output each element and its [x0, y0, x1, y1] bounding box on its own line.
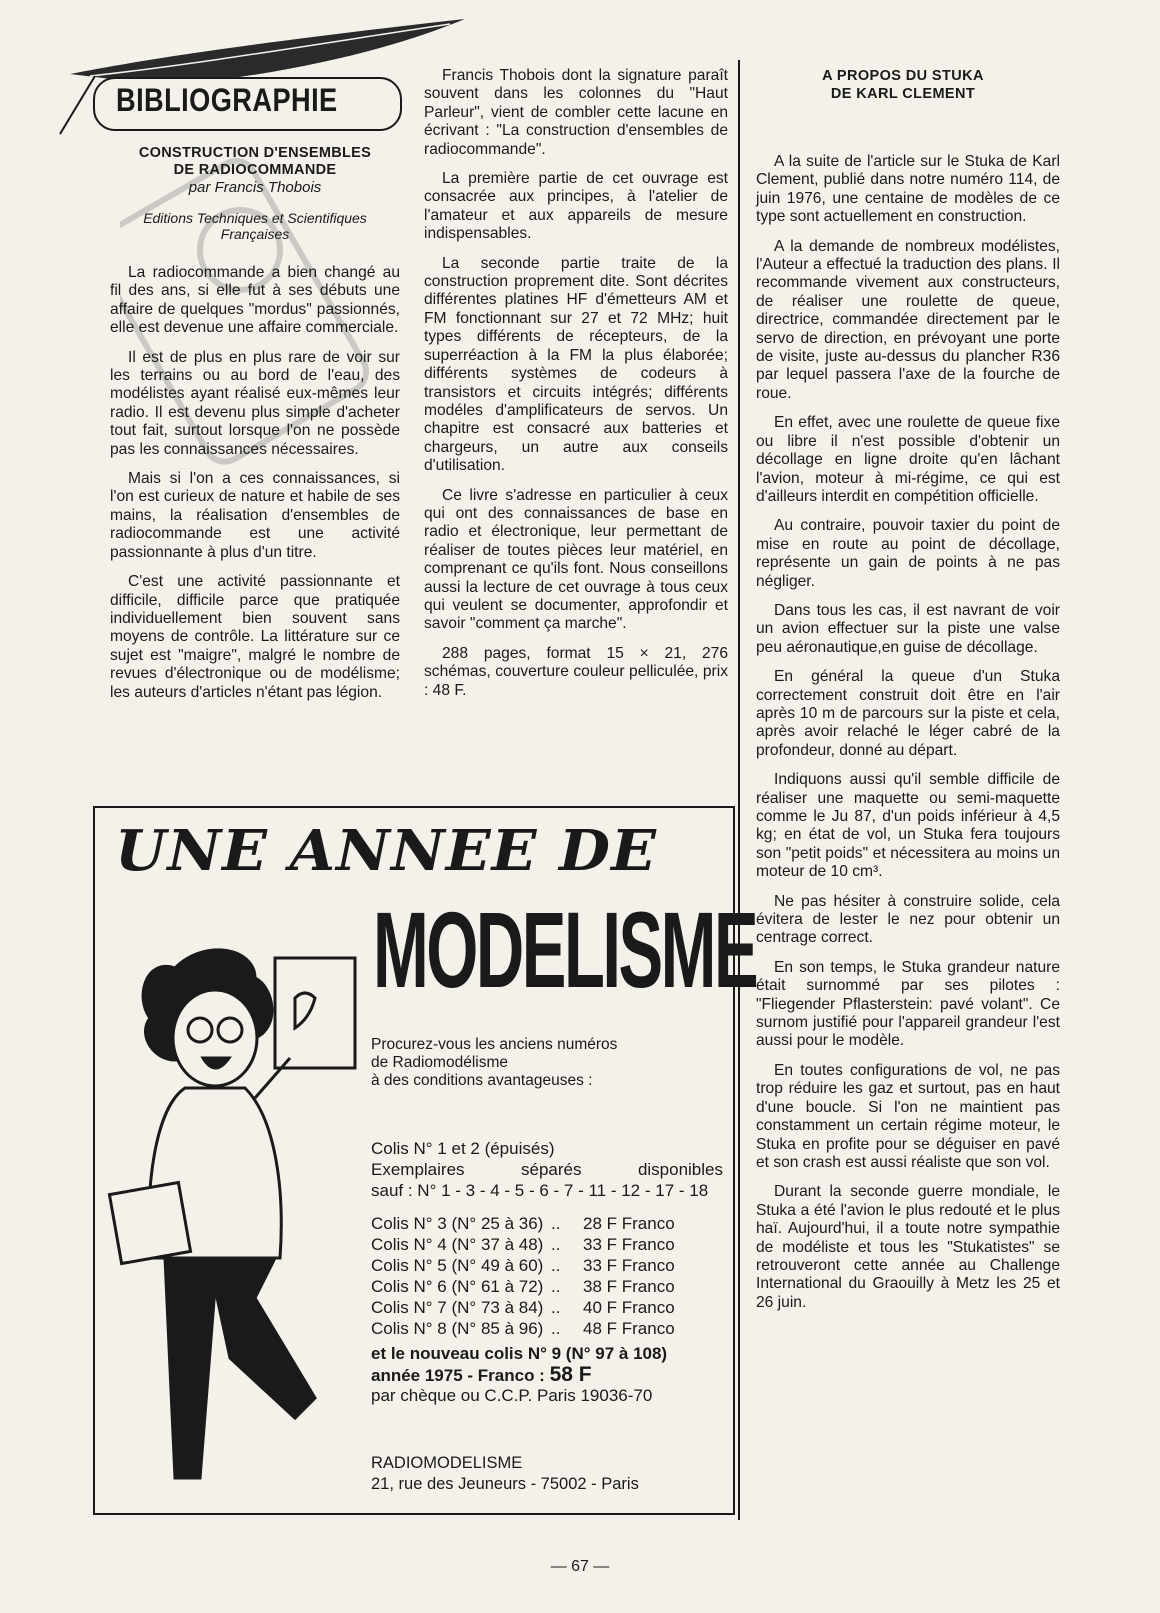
ad-headline: UNE ANNEE DE [115, 818, 657, 884]
colis-dots: .. [551, 1319, 561, 1338]
column-2 [424, 67, 728, 711]
colis-price: 33 F Franco [583, 1235, 675, 1254]
colis-name: Colis N° 8 (N° 85 à 96) [371, 1319, 544, 1338]
ad-offers [371, 1138, 723, 1339]
advertisement-box [93, 806, 757, 1515]
paragraph: Mais si l'on a ces connaissances, si l'on est curieux de nature et habile de ses mains, la réalisation d'ensembles de radiocommande est une activité passionnante à plus d'un titre. [110, 470, 400, 561]
colis-name: Colis N° 3 (N° 25 à 36) [371, 1214, 544, 1233]
colis-dots: .. [551, 1277, 561, 1296]
cartoon-man-illustration [105, 938, 365, 1498]
paragraph: En toutes configurations de vol, ne pas trop réduire les gaz et surtout, pas en haut d'une boucle. Si l'on ne maintient pas constamment un certain régime moteur, le Stuka en profite pour se déguiser en pavé et son crash est aussi réaliste que son vol. [756, 1061, 1060, 1171]
page-number: — 67 — [550, 1558, 610, 1575]
paragraph: Il est de plus en plus rare de voir sur les terrains ou au bord de l'eau, des modélistes ayant réalisé eux-mêmes leur radio. Il est devenu plus simple d'acheter tout fait, surtout lorsque l'on ne possède pas les connaissances nécessaires. [110, 348, 400, 458]
paragraph: Au contraire, pouvoir taxier du point de mise en route au point de décollage, représente un gain de points à ne pas négliger. [756, 517, 1060, 590]
colis-price: 40 F Franco [583, 1298, 675, 1317]
ad-address-line2: 21, rue des Jeuneurs - 75002 - Paris [371, 1475, 639, 1493]
ad-colis-row [371, 1255, 723, 1276]
ad-colis-1-2: Colis N° 1 et 2 (épuisés) [371, 1139, 555, 1158]
colis-price: 28 F Franco [583, 1214, 675, 1233]
paragraph: Durant la seconde guerre mondiale, le Stuka a été l'avion le plus redouté et le plus haï. Aujourd'hui, il a toute notre sympathie de modéliste et tous les "Stukatistes" se retrouveront cette année au Challenge International du Graouilly à Metz les 25 et 26 juin. [756, 1183, 1060, 1311]
colis-price: 38 F Franco [583, 1277, 675, 1296]
ad-colis-row [371, 1318, 723, 1339]
paragraph: Ne pas hésiter à construire solide, cela évitera de lester le nez pour obtenir un centrage correct. [756, 892, 1060, 947]
ad-new-line2 [371, 1364, 731, 1386]
ad-new-colis [371, 1343, 731, 1386]
ad-brand-title: MODELISME [373, 889, 757, 1010]
ad-separes-word: disponibles [637, 1160, 723, 1179]
ad-sauf: sauf : N° 1 - 3 - 4 - 5 - 6 - 7 - 11 - 12 - 17 - 18 [371, 1181, 709, 1200]
ad-address-line1: RADIOMODELISME [371, 1454, 523, 1472]
ad-separes-word: séparés [521, 1160, 582, 1179]
paragraph: La première partie de cet ouvrage est consacrée aux principes, à l'atelier de l'amateur et aux appareils de mesure indispensables. [424, 170, 728, 243]
book-publisher-line1: Editions Techniques et Scientifiques [143, 210, 367, 226]
ad-colis-row [371, 1213, 723, 1234]
paragraph: A la demande de nombreux modélistes, l'Auteur a effectué la traduction des plans. Il recommande vivement aux constructeurs, de réaliser une roulette de queue, directrice, commandée directement par le servo de direction, en prévoyant une porte de visite, juste au-dessus du plancher R36 par lequel passera l'axe de la fourche de roue. [756, 237, 1060, 402]
colis-price: 48 F Franco [583, 1319, 675, 1338]
colis-name: Colis N° 4 (N° 37 à 48) [371, 1235, 544, 1254]
colis-dots: .. [551, 1235, 561, 1254]
ad-intro-line1: Procurez-vous les anciens numéros [371, 1036, 618, 1053]
colis-name: Colis N° 6 (N° 61 à 72) [371, 1277, 544, 1296]
paragraph: La radiocommande a bien changé au fil des ans, si elle fut à ses débuts une affaire de quelques "mordus" passionnés, elle est devenue une affaire commerciale. [110, 264, 400, 337]
paragraph: Dans tous les cas, il est navrant de voir un avion effectuer sur la piste une valse peu aéronautique,en guise de décollage. [756, 601, 1060, 656]
ad-new-line1: et le nouveau colis N° 9 (N° 97 à 108) [371, 1344, 668, 1363]
section-title: BIBLIOGRAPHIE [116, 82, 338, 118]
colis-dots: .. [551, 1298, 561, 1317]
ad-new-price: 58 F [549, 1363, 592, 1386]
book-author: par Francis Thobois [188, 179, 322, 196]
ad-intro-line2: de Radiomodélisme [371, 1054, 508, 1071]
book-publisher-line2: Françaises [220, 226, 290, 242]
ad-colis-row [371, 1297, 723, 1318]
ad-address [371, 1453, 731, 1495]
paragraph: Francis Thobois dont la signature paraît souvent dans les colonnes du "Haut Parleur", vient de combler cette lacune en écrivant : "La construction d'ensembles de radiocommande". [424, 67, 728, 158]
ad-new-line2-text: année 1975 - Franco : [371, 1366, 550, 1385]
paragraph: C'est une activité passionnante et difficile, difficile parce que pratiquée individuellement bien souvent sans moyens de contrôle. La littérature sur ce sujet est "maigre", malgré le nombre de revues d'électronique ou de modélisme; les auteurs d'articles n'étant pas légion. [110, 573, 400, 701]
column-1 [110, 145, 400, 713]
ad-intro [371, 1036, 731, 1090]
book-title-line2: DE RADIOCOMMANDE [173, 162, 337, 178]
column-divider [738, 60, 740, 1520]
ad-separes [371, 1159, 723, 1180]
paragraph: En effet, avec une roulette de queue fixe ou libre il n'est possible d'obtenir un décollage en ligne droite qu'en lâchant l'avion, moteur à mi-régime, ce qui est d'ailleurs interdit en compétition officielle. [756, 414, 1060, 505]
paragraph: La seconde partie traite de la construction proprement dite. Sont décrites différentes platines HF d'émetteurs AM et FM fonctionnant sur 27 et 72 MHz; huit types différents de récepteurs, de la superréaction à la FM la plus élaborée; différents systèmes de codeurs à transistors et circuits intégrés; différents modéles d'amplificateurs de servos. Un chapitre est consacré aux batteries et chargeurs, un autre aux conseils d'utilisation. [424, 254, 728, 475]
ad-colis-row [371, 1276, 723, 1297]
paragraph: 288 pages, format 15 × 21, 276 schémas, couverture couleur pelliculée, prix : 48 F. [424, 644, 728, 699]
article-title-line2: DE KARL CLEMENT [830, 86, 976, 102]
colis-dots: .. [551, 1214, 561, 1233]
colis-name: Colis N° 5 (N° 49 à 60) [371, 1256, 544, 1275]
ad-intro-line3: à des conditions avantageuses : [371, 1072, 593, 1089]
paragraph: En son temps, le Stuka grandeur nature était surnommé par ses pilotes : "Fliegender Pflasterstein: pavé volant". Ce surnom justifié pour l'appareil grandeur l'est aussi pour le modèle. [756, 958, 1060, 1050]
colis-name: Colis N° 7 (N° 73 à 84) [371, 1298, 544, 1317]
ad-separes-word: Exemplaires [371, 1160, 465, 1179]
column-3 [756, 153, 1060, 1323]
ad-payment: par chèque ou C.C.P. Paris 19036-70 [371, 1386, 653, 1405]
colis-price: 33 F Franco [583, 1256, 675, 1275]
paragraph: Ce livre s'adresse en particulier à ceux qui ont des connaissances de base en radio et électronique, leur permettant de réaliser de toutes pièces leur matériel, en comprenant ce qu'ils font. Nous conseillons aussi la lecture de cet ouvrage à tous ceux qui veulent se documenter, approfondir et savoir "comment ça marche". [424, 486, 728, 633]
colis-dots: .. [551, 1256, 561, 1275]
paragraph: Indiquons aussi qu'il semble difficile de réaliser une maquette ou semi-maquette comme le Ju 87, d'un poids inférieur à 4,5 kg; en état de vol, un Stuka fera toujours son "petit poids" et nécessitera au moins un moteur de 10 cm³. [756, 771, 1060, 881]
article-title-line1: A PROPOS DU STUKA [822, 68, 984, 84]
ad-colis-row [371, 1234, 723, 1255]
book-title-line1: CONSTRUCTION D'ENSEMBLES [138, 145, 372, 161]
article-title [742, 67, 1064, 103]
paragraph: En général la queue d'un Stuka correctement construit doit être en l'air après 10 m de parcours sur la piste et cela, après avoir relaché le léger cabré de la profondeur, donné au départ. [756, 668, 1060, 759]
paragraph: A la suite de l'article sur le Stuka de Karl Clement, publié dans notre numéro 114, de juin 1976, une centaine de modèles de ce type sont actuellement en construction. [756, 153, 1060, 226]
